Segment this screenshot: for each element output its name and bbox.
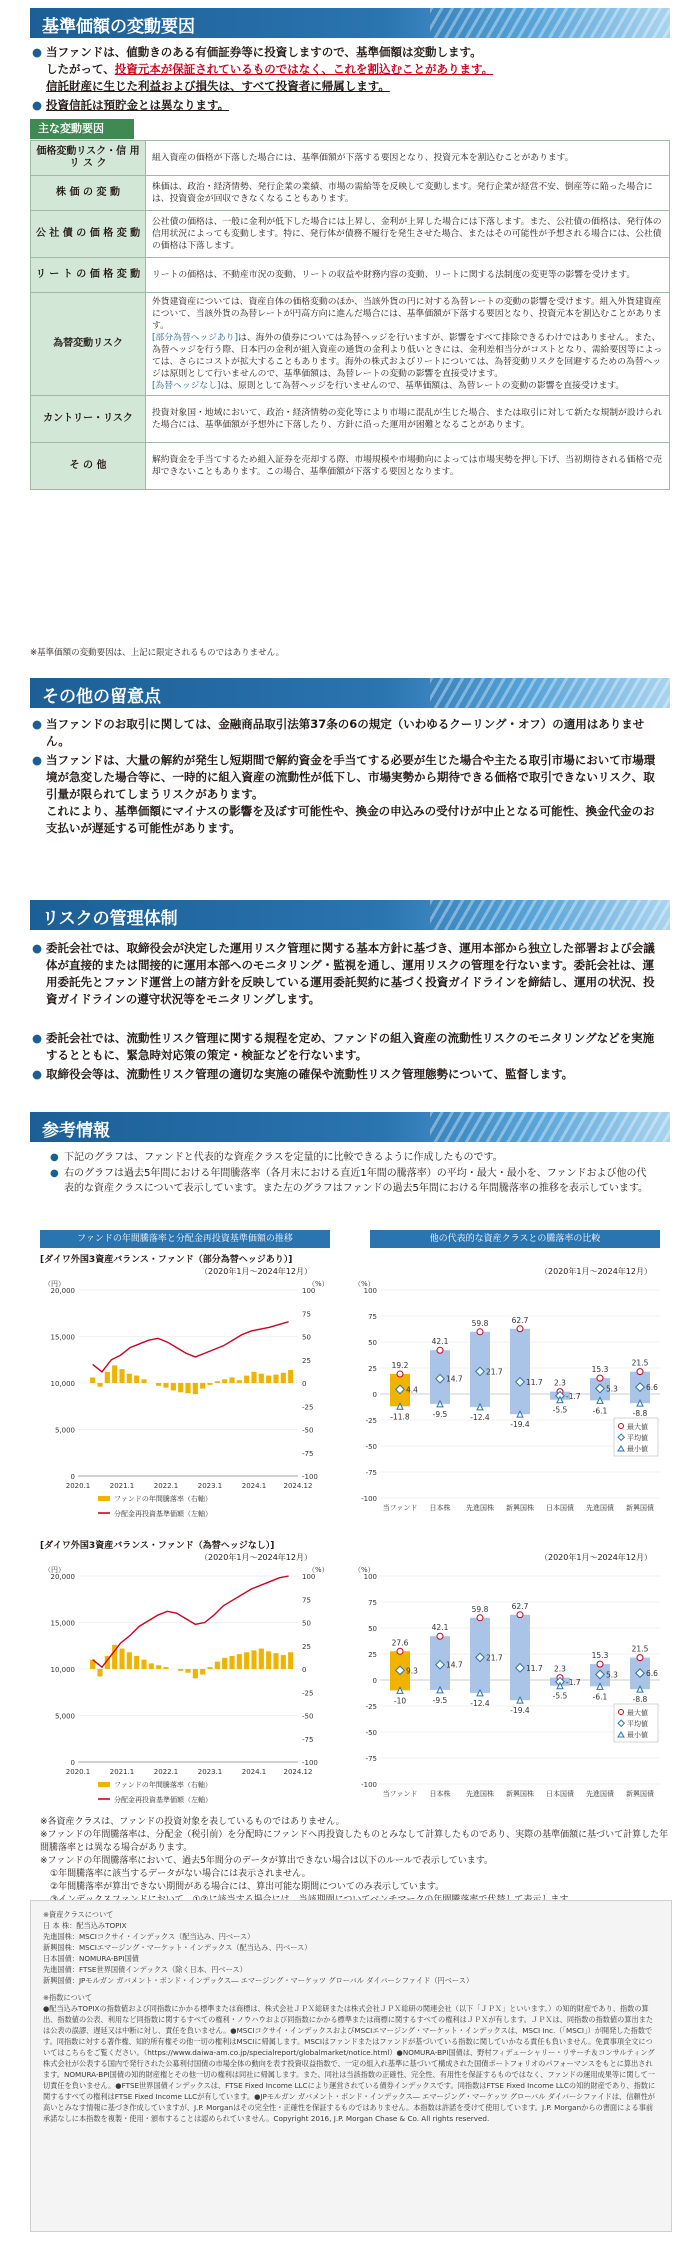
return-bar xyxy=(244,1652,249,1669)
range-bar xyxy=(510,1329,530,1414)
return-bar xyxy=(273,1375,278,1383)
max-value-label: 21.5 xyxy=(631,1644,649,1654)
tick-label-right: -75 xyxy=(302,1449,314,1458)
max-marker xyxy=(397,1371,403,1377)
x-tick-label: 2021.1 xyxy=(109,1768,135,1776)
fund-history-chart-hedged xyxy=(40,1276,340,1526)
tick-label: 75 xyxy=(368,1599,377,1607)
legend-avg-label: 平均値 xyxy=(627,1434,648,1442)
return-bar xyxy=(178,1383,183,1392)
avg-value-label: 5.3 xyxy=(606,1384,618,1394)
asset-class-reference-box: ※資産クラスについて 日 本 株：配当込みTOPIX 先進国株：MSCIコクサイ・インデックス（配当込み、円ベース） 新興国株：MSCIエマージング・マーケット・インデックス（配当込み、円ベース） 日本国債：NOMURA-BPI国債 先進国債：FTSE世界国債インデックス（除く日本、円ベース） 新興国債：JPモルガン ガバメント・ボンド・インデックス― エマージング・マーケッツ グローバル ダイバーシファイド（円ベース） ※指数について ●配当込みTOPIXの指数値および同指数にかかる標準または商標は、株式会社ＪＰＸ総研または株式会社ＪＰＸ総研の関連会社（以下「ＪＰＸ」といいます。）の知的財産であり、指数の算出、指数値の公表、利用など同指数に関するすべての権利・ノウハウおよび同指数にかかる標準または商標に関するすべての権利はＪＰＸが有します。ＪＰＸは、同指数の指数値の算出または公表の誤謬、遅延又は中断に対し、責任を負いません。●MSCIコクサイ・インデックスおよびMSCIエマージング・マーケット・インデックスは、MSCI Inc.（「MSCI」）が開発した指数です。同指数に対する著作権、知的所有権その他一切の権利はMSCIに帰属します。MSCIはファンドまたはファンドが基づいている指数に関していかなる責任も負いません。免責事項全文についてはこちらをご覧ください。（https://www.daiwa-am.co.jp/specialreport/globalmarket/notice.html）●NOMURA-BPI国債は、野村フィデューシャリー・リサーチ＆コンサルティング株式会社が公表する国内で発行された公募利付国債の市場全体の動向を表す投資収益指数で、一定の組入れ基準に基づいて構成された国債ポートフォリオのパフォーマンスをもとに算出されます。NOMURA-BPI国債の知的財産権とその他一切の権利は同社に帰属します。また、同社は当該指数の正確性、完全性、有用性を保証するものではなく、ファンドの運用成果等に関して一切責任を負いません。●FTSE世界国債インデックスは、FTSE Fixed Income LLCにより運営されている債券インデックスです。同指数はFTSE Fixed Income LLCの知的財産であり、指数に関するすべての権利はFTSE Fixed Income LLCが有しています。●JPモルガン ガバメント・ボンド・インデックス― エマージング・マーケッツ グローバル ダイバーシファイドは、信頼性が高いとみなす情報に基づき作成していますが、J.P. Morganはその完全性・正確性を保証するものではありません。本指数は許諾を受けて使用しています。J.P. Morganからの書面による事前承諾なしに本指数を複製・使用・頒布することは認められていません。Copyright 2016, J.P. Morgan Chase & Co. All rights reserved. xyxy=(30,1900,672,2232)
tick-label-right: -100 xyxy=(302,1473,318,1481)
axis-unit: （%） xyxy=(354,1280,375,1288)
axis-unit-right: （%） xyxy=(308,1280,329,1288)
legend-max-marker xyxy=(619,1710,624,1715)
bullet-not-deposit: ● 投資信託は預貯金とは異なります。 xyxy=(32,98,230,112)
max-value-label: 59.8 xyxy=(471,1318,489,1328)
legend-line-label: 分配金再投資基準価額（左軸） xyxy=(114,1796,212,1804)
x-tick-label: 2024.12 xyxy=(283,1768,313,1776)
tick-label-left: 10,000 xyxy=(50,1666,75,1674)
category-label: 新興国株 xyxy=(506,1504,534,1512)
min-value-label: -8.8 xyxy=(632,1695,648,1705)
min-value-label: -5.5 xyxy=(552,1691,568,1701)
x-tick-label: 2020.1 xyxy=(65,1768,91,1776)
min-value-label: -5.5 xyxy=(552,1405,568,1415)
avg-value-label: 11.7 xyxy=(526,1377,543,1387)
max-value-label: 21.5 xyxy=(631,1358,649,1368)
avg-value-label: -1.7 xyxy=(566,1677,581,1687)
return-bar xyxy=(200,1669,205,1675)
max-marker xyxy=(517,1326,523,1332)
legend-min-label: 最小値 xyxy=(627,1445,648,1453)
return-bar xyxy=(237,1654,242,1669)
return-bar xyxy=(185,1669,190,1673)
tick-label: -25 xyxy=(365,1417,377,1425)
return-bar xyxy=(251,1650,256,1669)
tick-label-right: 0 xyxy=(302,1666,307,1674)
return-bar xyxy=(222,1379,227,1383)
return-bar xyxy=(288,1370,293,1383)
return-bar xyxy=(229,1377,234,1383)
legend-max-label: 最大値 xyxy=(627,1423,648,1431)
bullet-risk-policy: ● 委託会社では、取締役会が決定した運用リスク管理に関する基本方針に基づき、運用本部から独立した部署および会議体が直接的または間接的に運用本部へのモニタリング・監視を通し、運用リスクの管理を行ないます。委託会社は、運用委託先とファンド運営上の諸方針を反映している運用委託契約に基づく投資ガイドラインを締結し、運用の状況、投資ガイドラインの遵守状況等をモニタリングします。 xyxy=(32,941,655,1006)
max-marker xyxy=(637,1655,643,1661)
table-row: カントリー・リスク 投資対象国・地域において、政治・経済情勢の変化等により市場に混乱が生じた場合、または取引に対して新たな規制が設けられた場合には、基準価額が予想外に下落したり、方針に沿った運用が困難となることがあります。 xyxy=(31,396,670,443)
asset-comparison-chart-hedged xyxy=(350,1276,670,1526)
tick-label-right: 75 xyxy=(302,1596,311,1605)
category-label: 先進国株 xyxy=(466,1504,494,1512)
category-label: 日本株 xyxy=(429,1504,451,1512)
tick-label-right: -25 xyxy=(302,1403,314,1412)
tick-label: -50 xyxy=(365,1443,377,1451)
return-bar xyxy=(141,1660,146,1669)
max-marker xyxy=(437,1633,443,1639)
x-tick-label: 2023.1 xyxy=(197,1482,223,1490)
bullet-liquidity: ● 当ファンドは、大量の解約が発生し短期間で解約資金を手当てする必要が生じた場合や主たる取引市場において市場環境が急変した場合等に、一時的に組入資産の流動性が低下し、市場実勢から期待できる価格で取引できないリスク、取引量が限られてしまうリスクがあります。 これにより、基準価額にマイナスの影響を及ぼす可能性や、換金の申込みの受付けが中止となる可能性、換金代金のお支払いが遅延する可能性があります。 xyxy=(32,753,656,835)
return-bar xyxy=(222,1658,227,1669)
avg-value-label: 14.7 xyxy=(446,1374,463,1384)
max-value-label: 42.1 xyxy=(431,1623,449,1633)
table-row: 株 価 の 変 動 株価は、政治・経済情勢、発行企業の業績、市場の需給等を反映して変動します。発行企業が経営不安、倒産等に陥った場合には、投資資金が回収できなくなることもあります。 xyxy=(31,176,670,211)
tick-label: 75 xyxy=(368,1313,377,1321)
return-bar xyxy=(97,1669,102,1676)
return-bar xyxy=(200,1383,205,1389)
max-marker xyxy=(597,1661,603,1667)
table-row: 為替変動リスク 外貨建資産については、資産自体の価格変動のほか、当該外貨の円に対する為替レートの変動の影響を受けます。組入外貨建資産について、当該外貨の為替レートが円高方向に進んだ場合には、基準価額が下落する要因となり、投資元本を割込むことがあります。 [部分為替ヘッジあり]は、海外の債券については為替ヘッジを行いますが、影響をすべて排除できるわけではありません。また、為替ヘッジを行う際、日本円の金利が組入資産の通貨の金利より低いときには、金利差相当分がコストとなり、需給要因等によっては、さらにコストが拡大することもあります。海外の株式およびリートについては、為替変動リスクを回避するための為替ヘッジは原則として行いませんので、基準価額は、為替レートの変動の影響を直接受けます。 [為替ヘッジなし]は、原則として為替ヘッジを行いませんので、基準価額は、為替レートの変動の影響を直接受けます。 xyxy=(31,293,670,396)
avg-value-label: 6.6 xyxy=(646,1669,658,1679)
category-label: 先進国債 xyxy=(586,1504,614,1512)
tick-label: 100 xyxy=(363,1573,377,1581)
return-bar xyxy=(237,1380,242,1383)
tick-label-right: -50 xyxy=(302,1712,314,1721)
tick-label-left: 0 xyxy=(70,1759,75,1767)
return-bar xyxy=(259,1374,264,1383)
min-value-label: -8.8 xyxy=(632,1409,648,1419)
return-bar xyxy=(244,1376,249,1383)
return-bar xyxy=(171,1383,176,1390)
tick-label-left: 5,000 xyxy=(54,1712,75,1721)
tick-label: 25 xyxy=(368,1651,377,1659)
return-bar xyxy=(127,1374,132,1383)
tick-label: -100 xyxy=(361,1495,377,1503)
fund-title-hedged: [ダイワ外国3資産バランス・ファンド（部分為替ヘッジあり）] xyxy=(40,1255,293,1265)
x-tick-label: 2022.1 xyxy=(153,1768,179,1776)
tick-label-left: 5,000 xyxy=(54,1426,75,1435)
tick-label-left: 20,000 xyxy=(50,1287,75,1295)
nav-line xyxy=(93,1322,289,1372)
return-bar xyxy=(215,1381,220,1383)
category-label: 当ファンド xyxy=(382,1790,418,1798)
max-value-label: 42.1 xyxy=(431,1337,449,1347)
risk-table-title: 主な変動要因 xyxy=(30,119,134,139)
axis-unit: （%） xyxy=(354,1566,375,1574)
tick-label-right: 25 xyxy=(302,1356,311,1365)
tick-label: -75 xyxy=(365,1469,377,1477)
return-bar xyxy=(281,1655,286,1669)
section-header-other-notes: その他の留意点 xyxy=(30,678,670,708)
return-bar xyxy=(127,1652,132,1669)
avg-value-label: 14.7 xyxy=(446,1660,463,1670)
return-bar xyxy=(134,1376,139,1383)
return-bar xyxy=(141,1379,146,1383)
tick-label: 50 xyxy=(368,1339,377,1347)
table-row: 価格変動リスク・信 用 リ ス ク 組入資産の価格が下落した場合には、基準価額が下落する要因となり、投資元本を割込むことがあります。 xyxy=(31,141,670,176)
return-bar xyxy=(149,1663,154,1669)
tick-label: -25 xyxy=(365,1703,377,1711)
return-bar xyxy=(90,1377,95,1383)
legend-bar-label: ファンドの年間騰落率（右軸） xyxy=(114,1495,212,1503)
min-value-label: -9.5 xyxy=(432,1695,448,1705)
return-bar xyxy=(193,1383,198,1394)
tick-label: 50 xyxy=(368,1625,377,1633)
tick-label: -50 xyxy=(365,1729,377,1737)
return-bar xyxy=(266,1376,271,1383)
x-tick-label: 2021.1 xyxy=(109,1482,135,1490)
avg-value-label: 21.7 xyxy=(486,1653,503,1663)
table-row: リ ー ト の 価 格 変 動 リートの価格は、不動産市況の変動、リートの収益や財務内容の変動、リートに関する法制度の変更等の影響を受けます。 xyxy=(31,258,670,293)
return-bar xyxy=(178,1669,183,1671)
min-value-label: -6.1 xyxy=(592,1692,608,1702)
risk-footnote: ※基準価額の変動要因は、上記に限定されるものではありません。 xyxy=(30,648,285,658)
axis-unit-left: （円） xyxy=(44,1280,65,1288)
max-value-label: 15.3 xyxy=(591,1651,609,1661)
legend-bar-label: ファンドの年間騰落率（右軸） xyxy=(114,1781,212,1789)
max-value-label: 19.2 xyxy=(391,1361,409,1371)
min-value-label: -11.8 xyxy=(390,1412,410,1422)
fund-title-unhedged: [ダイワ外国3資産バランス・ファンド（為替ヘッジなし）] xyxy=(40,1541,275,1551)
table-row: そ の 他 解約資金を手当てするため組入証券を売却する際、市場規模や市場動向によっては市場実勢を押し下げ、当初期待される価格で売却できないこともあります。この場合、基準価額が下落する要因となります。 xyxy=(31,443,670,490)
return-bar xyxy=(259,1649,264,1669)
tick-label: 0 xyxy=(372,1677,377,1685)
category-label: 先進国債 xyxy=(586,1790,614,1798)
return-bar xyxy=(251,1372,256,1383)
return-bar xyxy=(229,1656,234,1669)
x-tick-label: 2023.1 xyxy=(197,1768,223,1776)
tick-label-right: 75 xyxy=(302,1310,311,1319)
section-header-risk-management: リスクの管理体制 xyxy=(30,900,670,930)
return-bar xyxy=(207,1383,212,1385)
max-value-label: 62.7 xyxy=(511,1601,529,1611)
tick-label-right: 0 xyxy=(302,1380,307,1388)
return-bar xyxy=(288,1652,293,1669)
tick-label-right: -25 xyxy=(302,1689,314,1698)
return-bar xyxy=(134,1656,139,1669)
ref-desc-1: ● 下記のグラフは、ファンドと代表的な資産クラスを定量的に比較できるように作成したものです。 xyxy=(50,1152,503,1163)
return-bar xyxy=(273,1653,278,1669)
legend-bar-swatch xyxy=(98,1782,110,1787)
category-label: 先進国株 xyxy=(466,1790,494,1798)
tick-label-right: 50 xyxy=(302,1333,311,1342)
return-bar xyxy=(281,1373,286,1383)
max-value-label: 2.3 xyxy=(554,1664,566,1674)
tick-label-left: 20,000 xyxy=(50,1573,75,1581)
return-bar xyxy=(156,1383,161,1386)
min-value-label: -12.4 xyxy=(470,1412,490,1422)
category-label: 新興国債 xyxy=(626,1504,654,1512)
max-value-label: 59.8 xyxy=(471,1604,489,1614)
return-bar xyxy=(215,1662,220,1669)
legend-min-label: 最小値 xyxy=(627,1731,648,1739)
return-bar xyxy=(119,1369,124,1383)
x-tick-label: 2020.1 xyxy=(65,1482,91,1490)
max-marker xyxy=(477,1615,483,1621)
max-marker xyxy=(397,1648,403,1654)
tick-label-left: 0 xyxy=(70,1473,75,1481)
x-tick-label: 2024.12 xyxy=(283,1482,313,1490)
category-label: 日本国債 xyxy=(546,1790,574,1798)
max-marker xyxy=(477,1329,483,1335)
category-label: 新興国株 xyxy=(506,1790,534,1798)
min-value-label: -9.5 xyxy=(432,1409,448,1419)
bullet-board: ● 取締役会等は、流動性リスク管理の適切な実施の確保や流動性リスク管理態勢について、監督します。 xyxy=(32,1067,574,1081)
tick-label-left: 15,000 xyxy=(50,1619,75,1628)
avg-value-label: 11.7 xyxy=(526,1663,543,1673)
avg-value-label: 9.3 xyxy=(406,1666,418,1676)
max-marker xyxy=(637,1369,643,1375)
bullet-liquidity-rules: ● 委託会社では、流動性リスク管理に関する規程を定め、ファンドの組入資産の流動性リスクのモニタリングなどを実施するとともに、緊急時対応策の策定・検証などを行ないます。 xyxy=(32,1031,655,1062)
left-chart-header: ファンドの年間騰落率と分配金再投資基準価額の推移 xyxy=(40,1230,330,1248)
tick-label-left: 10,000 xyxy=(50,1380,75,1388)
avg-value-label: -1.7 xyxy=(566,1391,581,1401)
tick-label-right: 50 xyxy=(302,1619,311,1628)
axis-unit-right: （%） xyxy=(308,1566,329,1574)
tick-label: -75 xyxy=(365,1755,377,1763)
return-bar xyxy=(105,1372,110,1383)
max-value-label: 2.3 xyxy=(554,1378,566,1388)
min-value-label: -10 xyxy=(393,1696,407,1706)
bullet-fluctuation: ● 当ファンドは、値動きのある有価証券等に投資しますので、基準価額は変動します。 したがって、投資元本が保証されているものではなく、これを割込むことがあります。 信託財産に生じた利益および損失は、すべて投資者に帰属します。 xyxy=(32,45,494,93)
avg-value-label: 21.7 xyxy=(486,1367,503,1377)
tick-label-left: 15,000 xyxy=(50,1333,75,1342)
return-bar xyxy=(163,1383,168,1388)
section-header-reference: 参考情報 xyxy=(30,1112,670,1142)
min-value-label: -6.1 xyxy=(592,1406,608,1416)
tick-label-right: 100 xyxy=(302,1573,316,1581)
return-bar xyxy=(207,1667,212,1669)
x-tick-label: 2024.1 xyxy=(241,1482,267,1490)
period-label: （2020年1月～2024年12月） xyxy=(540,1267,652,1276)
return-bar xyxy=(193,1669,198,1678)
category-label: 新興国債 xyxy=(626,1790,654,1798)
legend-line-label: 分配金再投資基準価額（左軸） xyxy=(114,1510,212,1518)
x-tick-label: 2024.1 xyxy=(241,1768,267,1776)
section-header-risk-factors: 基準価額の変動要因 xyxy=(30,8,670,38)
category-label: 日本株 xyxy=(429,1790,451,1798)
category-label: 当ファンド xyxy=(382,1504,418,1512)
category-label: 日本国債 xyxy=(546,1504,574,1512)
return-bar xyxy=(97,1383,102,1387)
avg-value-label: 6.6 xyxy=(646,1383,658,1393)
right-chart-header: 他の代表的な資産クラスとの騰落率の比較 xyxy=(370,1230,660,1248)
max-marker xyxy=(437,1347,443,1353)
tick-label: 100 xyxy=(363,1287,377,1295)
legend-max-marker xyxy=(619,1424,624,1429)
return-bar xyxy=(266,1651,271,1669)
min-value-label: -19.4 xyxy=(510,1420,530,1430)
tick-label-right: 25 xyxy=(302,1642,311,1651)
max-marker xyxy=(517,1612,523,1618)
fund-history-chart-unhedged xyxy=(40,1562,340,1812)
table-row: 公 社 債 の 価 格 変 動 公社債の価格は、一般に金利が低下した場合には上昇し、金利が上昇した場合には下落します。また、公社債の価格は、発行体の信用状況によっても変動します。特に、発行体が債務不履行を発生させた場合、またはその可能性が予想される場合には、公社債の価格は下落します。 xyxy=(31,211,670,258)
tick-label: -100 xyxy=(361,1781,377,1789)
tick-label: 25 xyxy=(368,1365,377,1373)
period-label: （2020年1月～2024年12月） xyxy=(200,1553,312,1562)
ref-desc-2: ● 右のグラフは過去5年間における年間騰落率（各月末における直近1年間の騰落率）の平均・最大・最小を、ファンドおよび他の代表的な資産クラスについて表示しています。また左のグラフはファンドの過去5年間における年間騰落率の推移を表示しています。 xyxy=(50,1168,649,1194)
max-value-label: 27.6 xyxy=(391,1638,409,1648)
tick-label-right: -100 xyxy=(302,1759,318,1767)
return-bar xyxy=(119,1649,124,1669)
return-bar xyxy=(112,1365,117,1383)
min-value-label: -12.4 xyxy=(470,1698,490,1708)
return-bar xyxy=(163,1667,168,1669)
period-label: （2020年1月～2024年12月） xyxy=(200,1267,312,1276)
range-bar xyxy=(510,1615,530,1700)
x-tick-label: 2022.1 xyxy=(153,1482,179,1490)
tick-label-right: 100 xyxy=(302,1287,316,1295)
max-value-label: 15.3 xyxy=(591,1365,609,1375)
tick-label-right: -50 xyxy=(302,1426,314,1435)
bullet-cooling-off: ● 当ファンドのお取引に関しては、金融商品取引法第37条の6の規定（いわゆるクーリング・オフ）の適用はありません。 xyxy=(32,717,645,748)
return-bar xyxy=(185,1383,190,1393)
avg-value-label: 5.3 xyxy=(606,1670,618,1680)
axis-unit-left: （円） xyxy=(44,1566,65,1574)
min-value-label: -19.4 xyxy=(510,1706,530,1716)
max-marker xyxy=(597,1375,603,1381)
chart-notes: ※各資産クラスは、ファンドの投資対象を表しているものではありません。 ※ファンドの年間騰落率は、分配金（税引前）を分配時にファンドへ再投資したものとみなして計算したものであり、実際の基準価額に基づいて計算した年間騰落率とは異なる場合があります。 ※ファンドの年間騰落率において、過去5年間分のデータが算出できない場合は以下のルールで表示しています。 ①年間騰落率に該当するデータがない場合には表示されません。 ②年間騰落率が算出できない期間がある場合には、算出可能な期間についてのみ表示しています。 xyxy=(40,1817,669,1892)
period-label: （2020年1月～2024年12月） xyxy=(540,1553,652,1562)
return-bar xyxy=(156,1665,161,1669)
legend-max-label: 最大値 xyxy=(627,1709,648,1717)
legend-bar-swatch xyxy=(98,1496,110,1501)
max-value-label: 62.7 xyxy=(511,1315,529,1325)
asset-comparison-chart-unhedged xyxy=(350,1562,670,1812)
legend-avg-label: 平均値 xyxy=(627,1720,648,1728)
tick-label-right: -75 xyxy=(302,1735,314,1744)
tick-label: 0 xyxy=(372,1391,377,1399)
avg-value-label: 4.4 xyxy=(406,1385,418,1395)
risk-factor-table xyxy=(30,140,670,490)
